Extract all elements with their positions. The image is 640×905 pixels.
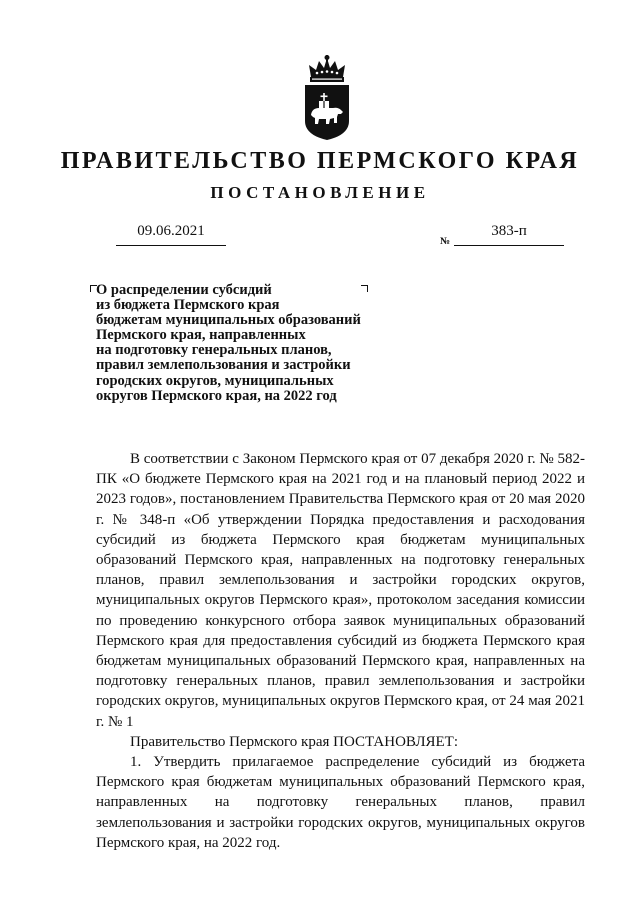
perm-krai-coat-of-arms-icon [297, 55, 357, 141]
number-underline [454, 245, 564, 246]
subject-line: бюджетам муниципальных образований [96, 312, 361, 329]
subject-line: Пермского края, направленных [96, 327, 306, 344]
subject-line: из бюджета Пермского края [96, 297, 280, 314]
preamble-paragraph: В соответствии с Законом Пермского края от 07 декабря 2020 г. № 582-ПК «О бюджете Пермского края на 2021 год и на плановый период 2022 и 2023 годов», постановлением Правительства Пермского края от 20 мая 2020 г. № 348-п «Об утверждении Порядка предоставления и расходования субсидий из бюджета Пермского края бюджетам муниципальных образований Пермского края, направленных на подготовку генеральных планов, правил землепользования и застройки городских округов, муниципальных округов Пермского края», протоколом заседания комиссии по проведению конкурсного отбора заявок муниципальных образований Пермского края для предоставления субсидий из бюджета Пермского края бюджетам муниципальных образований Пермского края, направленных на подготовку генеральных планов, правил землепользования и застройки городских округов, муниципальных округов Пермского края, от 24 мая 2021 г. № 1 [96, 451, 585, 730]
document-number: 383-п [491, 223, 527, 239]
subject-line: округов Пермского края, на 2022 год [96, 387, 337, 404]
subject-line: О распределении субсидий [96, 282, 272, 298]
resolution-paragraph: Правительство Пермского края ПОСТАНОВЛЯЕТ: [130, 733, 459, 750]
subject-line: правил землепользования и застройки [96, 357, 351, 374]
document-date: 09.06.2021 [137, 223, 205, 239]
document-subject [96, 283, 406, 404]
number-sign: № [440, 236, 451, 247]
date-underline [116, 245, 226, 246]
document-type-heading: ПОСТАНОВЛЕНИЕ [210, 183, 430, 202]
subject-line: городских округов, муниципальных [96, 372, 334, 389]
subject-line: на подготовку генеральных планов, [96, 342, 332, 359]
government-title: ПРАВИТЕЛЬСТВО ПЕРМСКОГО КРАЯ [60, 148, 580, 174]
clause-1-paragraph: 1. Утвердить прилагаемое распределение субсидий из бюджета Пермского края бюджетам муниципальных образований Пермского края, направленных на подготовку генеральных планов, правил землепользования и застройки городских округов, муниципальных округов Пермского края, на 2022 год. [96, 754, 585, 851]
document-body [96, 449, 585, 853]
